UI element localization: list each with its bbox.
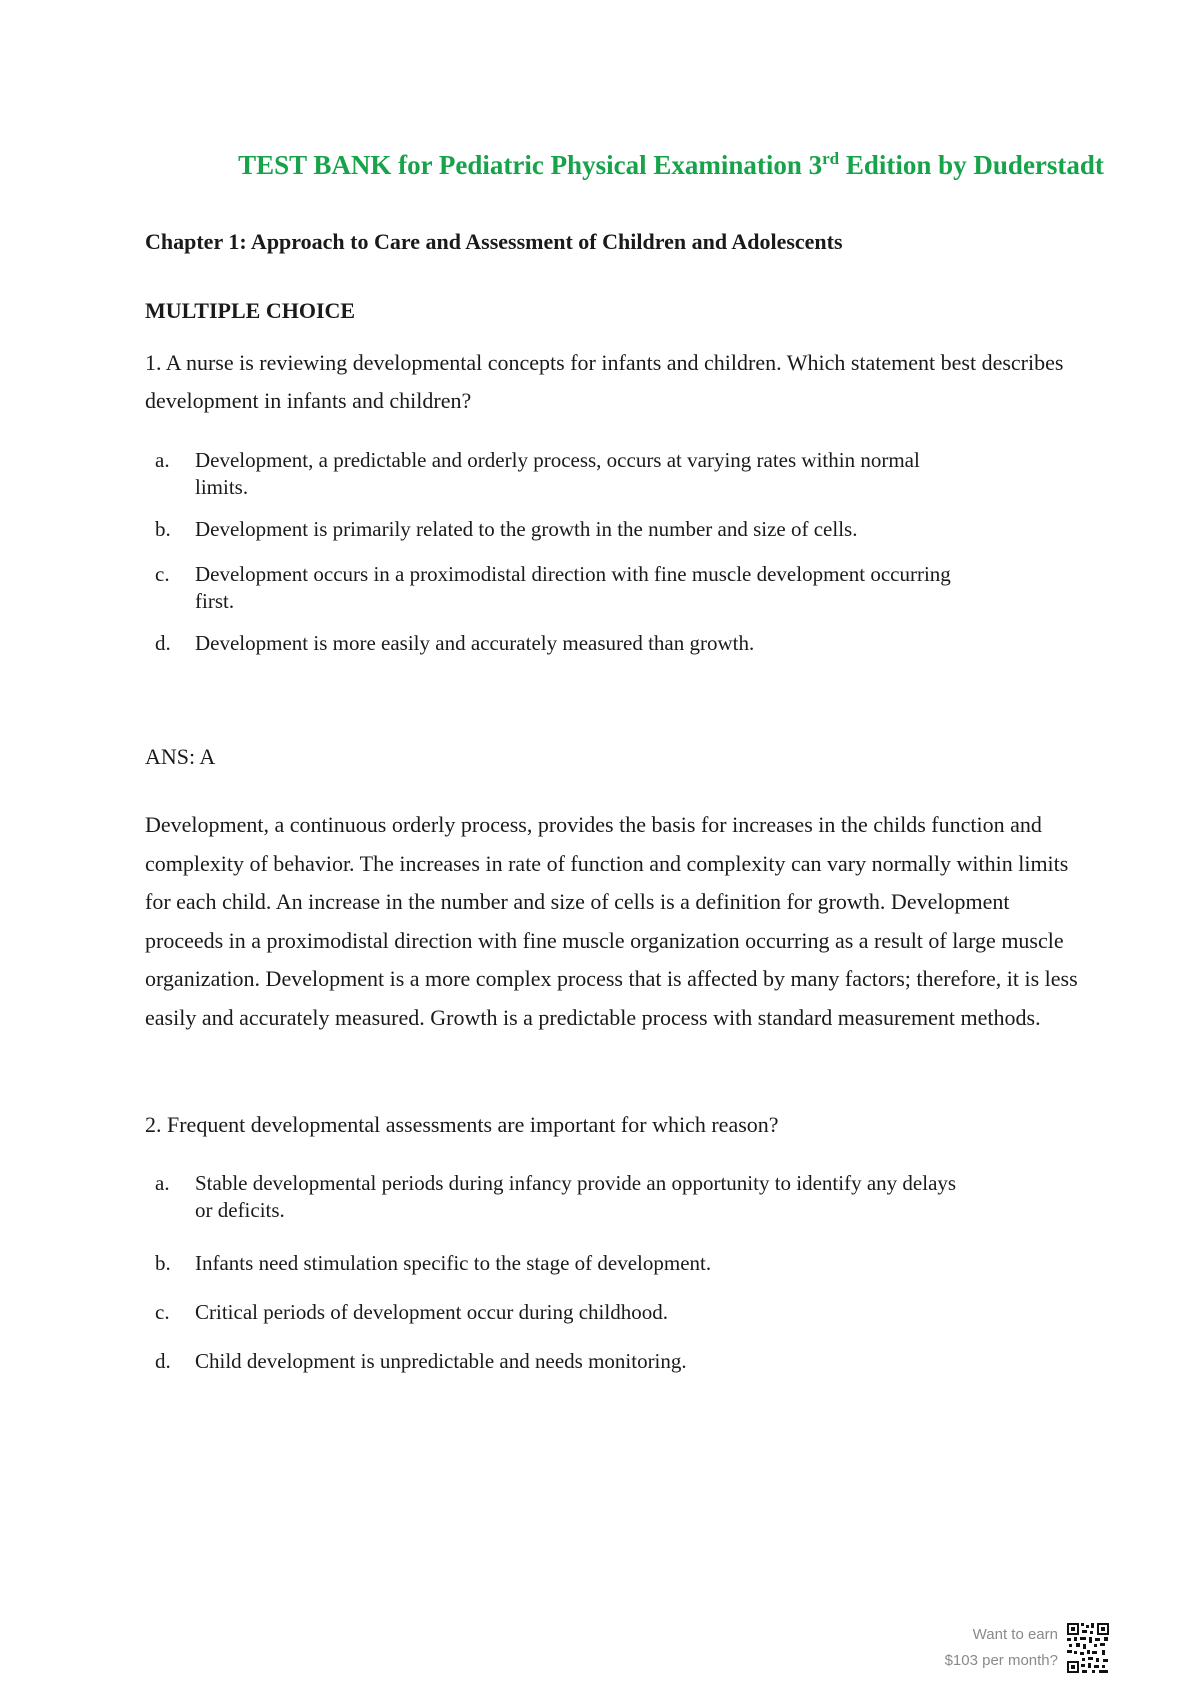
question-1-rationale: Development, a continuous orderly process, provides the basis for increases in the childs function and complexity of behavior. The increases in rate of function and complexity can vary normally within limits for each child. An increase in the number and size of cells is a definition for growth. Development proceeds in a proximodistal direction with fine muscle organization occurring as a result of large muscle organization. Development is a more complex process that is affected by many factors; therefore, it is less easily and accurately measured. Growth is a predictable process with standard measurement methods. [145, 812, 1078, 1030]
option-text: Stable developmental periods during infancy provide an opportunity to identify any delays or deficits. [195, 1171, 957, 1222]
option-text: Critical periods of development occur during childhood. [195, 1300, 668, 1324]
question-1-option-b [155, 516, 975, 543]
option-letter: c. [155, 562, 170, 586]
option-letter: d. [155, 1349, 171, 1373]
section-heading: MULTIPLE CHOICE [145, 298, 356, 323]
question-2-option-c [155, 1299, 975, 1326]
title-main: TEST BANK for Pediatric Physical Examination 3 [238, 150, 823, 180]
title-rest: Edition by Duderstadt [839, 150, 1104, 180]
question-1-text: 1. A nurse is reviewing developmental concepts for infants and children. Which statement best describes development in infants and children? [145, 350, 1064, 413]
option-text: Child development is unpredictable and needs monitoring. [195, 1349, 687, 1373]
question-2-option-a [155, 1170, 975, 1224]
option-text: Infants need stimulation specific to the stage of development. [195, 1251, 712, 1275]
option-letter: c. [155, 1300, 170, 1324]
option-letter: b. [155, 517, 171, 541]
option-text: Development is primarily related to the growth in the number and size of cells. [195, 517, 858, 541]
option-text: Development occurs in a proximodistal direction with fine muscle development occurring first. [195, 562, 951, 613]
question-1-option-c [155, 561, 975, 615]
promo-banner[interactable] [944, 1622, 1110, 1678]
question-2-option-b [155, 1250, 975, 1277]
promo-line-2: $103 per month? [944, 1652, 1058, 1669]
question-2-option-d [155, 1348, 975, 1375]
option-letter: d. [155, 631, 171, 655]
option-text: Development, a predictable and orderly process, occurs at varying rates within normal limits. [195, 448, 920, 499]
question-1-answer: ANS: A [145, 744, 216, 769]
document-title [0, 150, 1192, 181]
option-letter: b. [155, 1251, 171, 1275]
option-letter: a. [155, 448, 170, 472]
question-1-option-d [155, 630, 975, 657]
qr-code-icon[interactable] [1066, 1622, 1110, 1674]
chapter-heading: Chapter 1: Approach to Care and Assessment of Children and Adolescents [145, 229, 843, 254]
option-text: Development is more easily and accurately measured than growth. [195, 631, 755, 655]
question-1-option-a [155, 447, 975, 501]
question-2-text: 2. Frequent developmental assessments are important for which reason? [145, 1112, 779, 1137]
title-superscript: rd [822, 149, 840, 168]
promo-line-1: Want to earn [972, 1626, 1058, 1643]
option-letter: a. [155, 1171, 170, 1195]
